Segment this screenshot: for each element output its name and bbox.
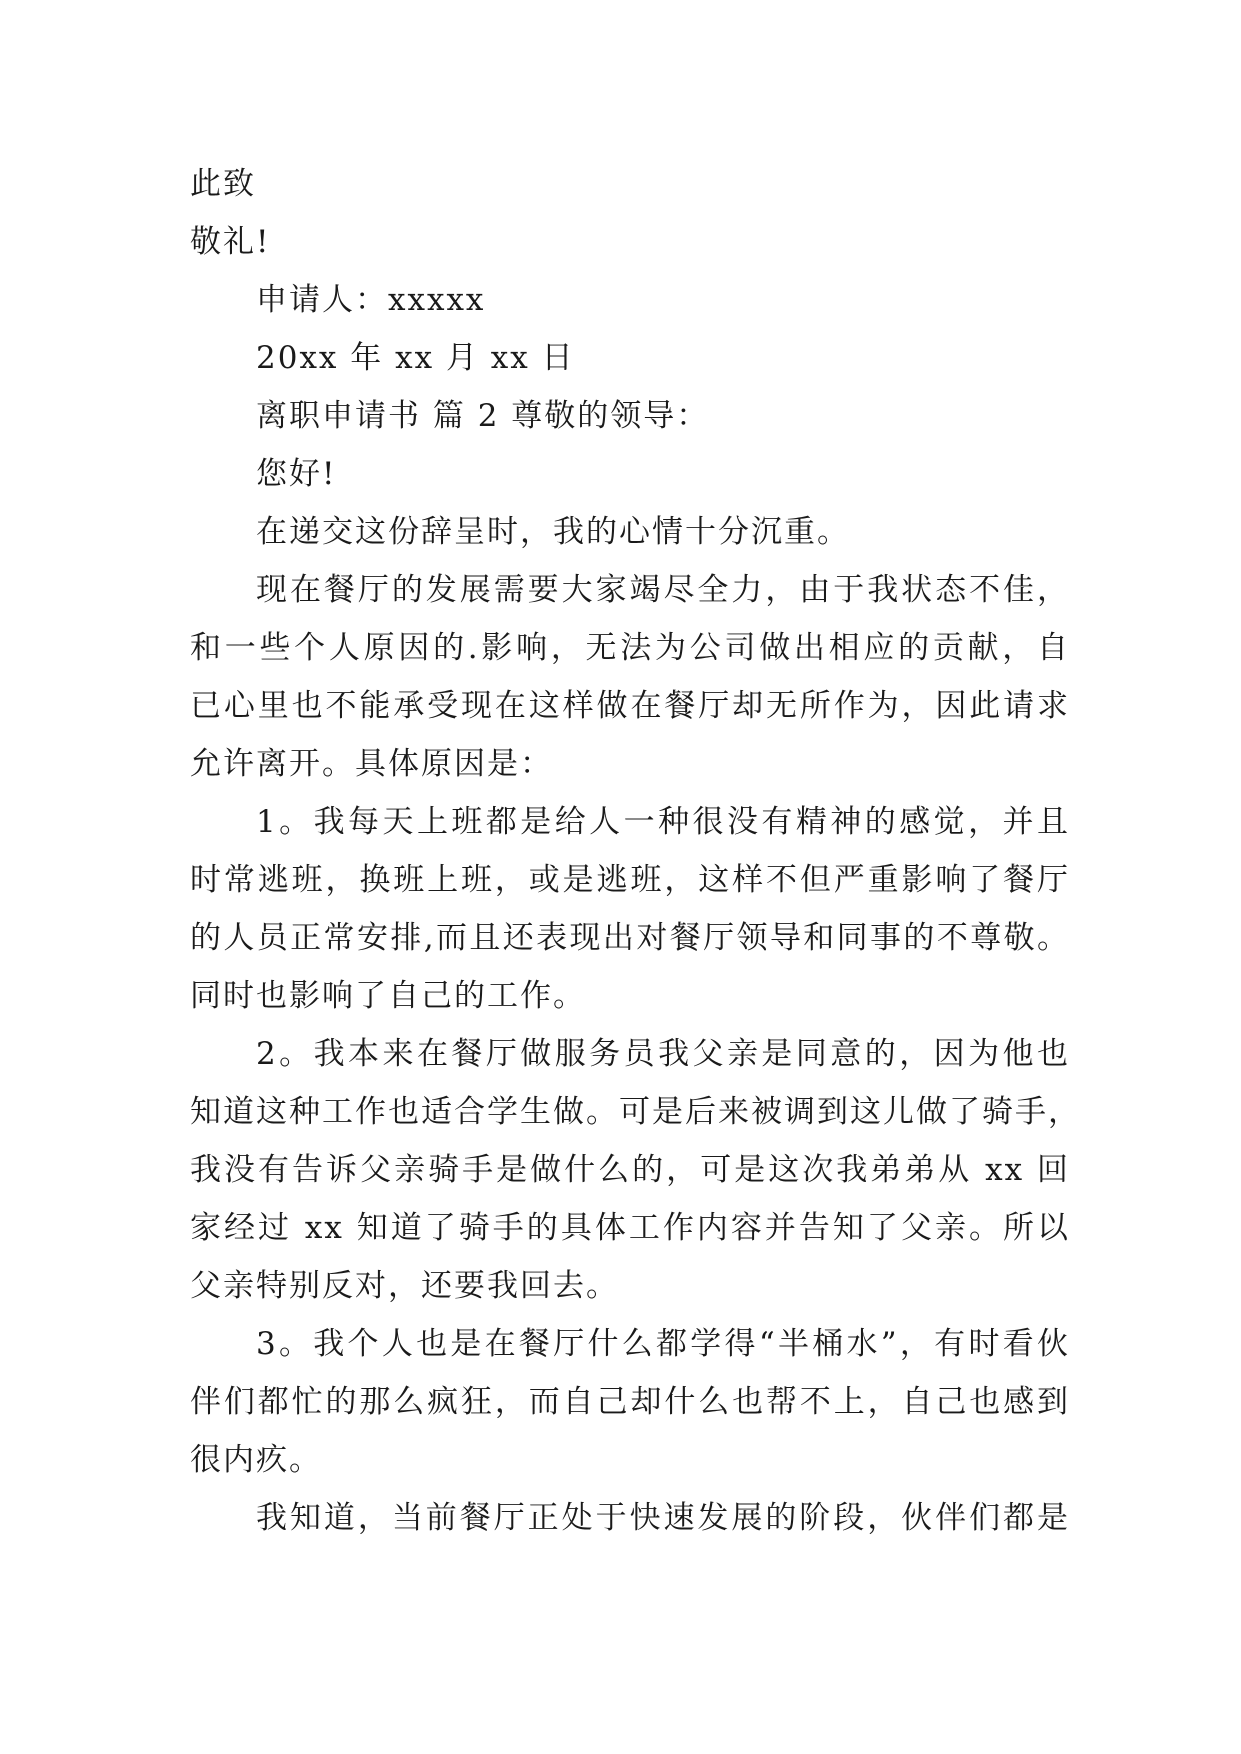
paragraph-line: 已心里也不能承受现在这样做在餐厅却无所作为，因此请求 — [190, 688, 1070, 724]
paragraph-line: 伴们都忙的那么疯狂，而自己却什么也帮不上，自己也感到 — [190, 1384, 1070, 1420]
paragraph-line: 同时也影响了自己的工作。 — [190, 978, 586, 1014]
paragraph-line: 我没有告诉父亲骑手是做什么的，可是这次我弟弟从 xx 回 — [190, 1152, 1070, 1188]
paragraph-line: 父亲特别反对，还要我回去。 — [190, 1268, 619, 1304]
section-heading: 离职申请书 篇 2 尊敬的领导： — [256, 398, 710, 434]
closing-regards: 敬礼! — [190, 224, 271, 260]
paragraph-line: 家经过 xx 知道了骑手的具体工作内容并告知了父亲。所以 — [190, 1210, 1070, 1246]
closing-salutation: 此致 — [190, 166, 256, 202]
paragraph-line: 很内疚。 — [190, 1442, 322, 1478]
paragraph-line: 3。我个人也是在餐厅什么都学得“半桶水”，有时看伙 — [256, 1326, 1070, 1362]
paragraph-line: 1。我每天上班都是给人一种很没有精神的感觉，并且 — [256, 804, 1070, 840]
paragraph-line: 和一些个人原因的.影响，无法为公司做出相应的贡献，自 — [190, 630, 1070, 666]
date-line: 20xx 年 xx 月 xx 日 — [256, 340, 575, 376]
paragraph-line: 2。我本来在餐厅做服务员我父亲是同意的，因为他也 — [256, 1036, 1070, 1072]
paragraph-line: 时常逃班，换班上班，或是逃班，这样不但严重影响了餐厅 — [190, 862, 1070, 898]
applicant-signature: 申请人：xxxxx — [256, 282, 486, 318]
paragraph-line: 允许离开。具体原因是： — [190, 746, 553, 782]
paragraph-line: 现在餐厅的发展需要大家竭尽全力，由于我状态不佳， — [256, 572, 1070, 608]
paragraph-line: 的人员正常安排,而且还表现出对餐厅领导和同事的不尊敬。 — [190, 920, 1070, 956]
paragraph-line: 知道这种工作也适合学生做。可是后来被调到这儿做了骑手， — [190, 1094, 1081, 1130]
paragraph-line: 在递交这份辞呈时，我的心情十分沉重。 — [256, 514, 850, 550]
greeting: 您好! — [256, 456, 337, 492]
paragraph-line: 我知道，当前餐厅正处于快速发展的阶段，伙伴们都是 — [256, 1500, 1070, 1536]
